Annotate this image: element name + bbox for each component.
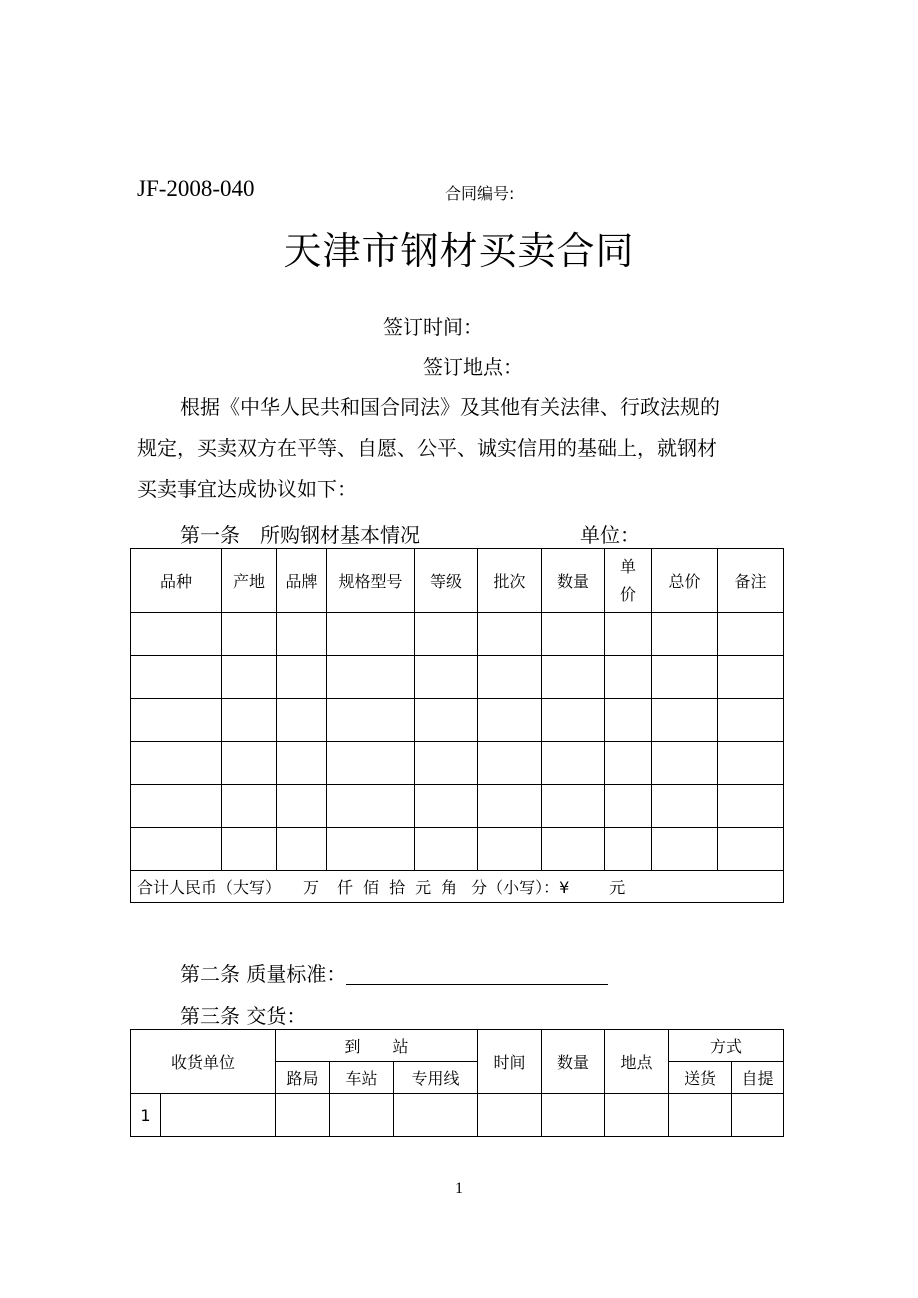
table-cell[interactable] bbox=[131, 785, 222, 828]
table-row bbox=[131, 785, 784, 828]
document-code: JF-2008-040 bbox=[137, 176, 255, 201]
contract-number-label: 合同编号: bbox=[445, 184, 515, 203]
table-cell[interactable] bbox=[131, 613, 222, 656]
destination-header: 到 站 bbox=[276, 1030, 478, 1062]
table-cell[interactable] bbox=[542, 742, 605, 785]
table-cell[interactable] bbox=[669, 1094, 732, 1137]
railway-bureau-header: 路局 bbox=[276, 1062, 330, 1094]
private-line-header: 专用线 bbox=[394, 1062, 478, 1094]
column-header: 批次 bbox=[478, 549, 542, 613]
table-cell[interactable] bbox=[415, 828, 478, 871]
table-cell[interactable] bbox=[131, 742, 222, 785]
table-cell[interactable] bbox=[542, 828, 605, 871]
table-cell[interactable] bbox=[222, 699, 277, 742]
page-number: 1 bbox=[455, 1180, 463, 1197]
total-qian: 仟 bbox=[337, 878, 354, 897]
table-cell[interactable] bbox=[327, 656, 415, 699]
delivery-table bbox=[130, 1029, 784, 1137]
table-cell[interactable] bbox=[652, 656, 718, 699]
table-row bbox=[131, 656, 784, 699]
table-cell[interactable] bbox=[542, 699, 605, 742]
table-row bbox=[131, 742, 784, 785]
table-cell[interactable] bbox=[131, 828, 222, 871]
column-header: 数量 bbox=[542, 549, 605, 613]
table-row bbox=[131, 828, 784, 871]
table-cell[interactable] bbox=[652, 742, 718, 785]
total-row bbox=[131, 871, 784, 903]
table-cell[interactable] bbox=[277, 613, 327, 656]
steel-details-table bbox=[130, 548, 784, 903]
column-header: 规格型号 bbox=[327, 549, 415, 613]
table-row bbox=[131, 1094, 784, 1137]
table-row bbox=[131, 699, 784, 742]
column-header: 备注 bbox=[718, 549, 784, 613]
table-cell[interactable] bbox=[222, 742, 277, 785]
time-header: 时间 bbox=[478, 1030, 542, 1094]
table-cell[interactable] bbox=[277, 828, 327, 871]
table-cell[interactable] bbox=[718, 699, 784, 742]
table-cell[interactable] bbox=[415, 699, 478, 742]
table-cell[interactable] bbox=[605, 1094, 669, 1137]
table-cell[interactable] bbox=[605, 613, 652, 656]
table-cell[interactable] bbox=[478, 699, 542, 742]
article-2-title: 第二条 质量标准： bbox=[180, 962, 347, 986]
table-cell[interactable] bbox=[415, 742, 478, 785]
table-cell[interactable] bbox=[718, 656, 784, 699]
table-cell[interactable] bbox=[327, 699, 415, 742]
article-1-title: 第一条 所购钢材基本情况 bbox=[180, 523, 420, 547]
table-cell[interactable] bbox=[605, 699, 652, 742]
total-bai: 佰 bbox=[363, 878, 380, 897]
table-cell[interactable] bbox=[718, 742, 784, 785]
total-jiao: 角 bbox=[441, 878, 458, 897]
table-cell[interactable] bbox=[327, 828, 415, 871]
preamble-line-2: 规定，买卖双方在平等、自愿、公平、诚实信用的基础上，就钢材 bbox=[137, 436, 717, 460]
table-cell[interactable] bbox=[652, 613, 718, 656]
table-cell[interactable] bbox=[277, 656, 327, 699]
column-header: 总价 bbox=[652, 549, 718, 613]
table-cell[interactable] bbox=[652, 785, 718, 828]
table-cell[interactable] bbox=[478, 613, 542, 656]
table-cell[interactable] bbox=[478, 1094, 542, 1137]
table-cell[interactable] bbox=[605, 742, 652, 785]
table-cell[interactable] bbox=[222, 828, 277, 871]
total-wan: 万 bbox=[303, 878, 320, 897]
table-cell[interactable] bbox=[605, 785, 652, 828]
table-cell[interactable] bbox=[222, 613, 277, 656]
article-3-title: 第三条 交货： bbox=[180, 1004, 307, 1028]
table-cell[interactable] bbox=[718, 613, 784, 656]
table-cell[interactable] bbox=[478, 656, 542, 699]
station-header: 车站 bbox=[330, 1062, 394, 1094]
row-number: 1 bbox=[131, 1094, 161, 1137]
place-header: 地点 bbox=[605, 1030, 669, 1094]
table-header-row bbox=[131, 549, 784, 613]
table-cell[interactable] bbox=[276, 1094, 330, 1137]
table-cell[interactable] bbox=[277, 785, 327, 828]
signing-time-label: 签订时间： bbox=[383, 315, 483, 339]
table-cell[interactable] bbox=[222, 785, 277, 828]
table-cell[interactable] bbox=[478, 785, 542, 828]
column-header: 产地 bbox=[222, 549, 277, 613]
table-cell[interactable] bbox=[327, 613, 415, 656]
delivery-header-row-1 bbox=[131, 1030, 784, 1062]
table-cell[interactable] bbox=[652, 828, 718, 871]
preamble bbox=[137, 387, 789, 510]
table-cell[interactable] bbox=[605, 828, 652, 871]
table-cell[interactable] bbox=[732, 1094, 784, 1137]
table-cell[interactable] bbox=[542, 656, 605, 699]
table-cell[interactable] bbox=[718, 785, 784, 828]
table-cell[interactable] bbox=[277, 742, 327, 785]
total-cell[interactable] bbox=[131, 871, 784, 903]
pickup-method-header: 自提 bbox=[732, 1062, 784, 1094]
delivery-method-header: 送货 bbox=[669, 1062, 732, 1094]
table-cell[interactable] bbox=[161, 1094, 276, 1137]
table-cell[interactable] bbox=[542, 1094, 605, 1137]
table-cell[interactable] bbox=[415, 785, 478, 828]
column-header: 等级 bbox=[415, 549, 478, 613]
total-fen-lowercase: 分（小写）：¥ bbox=[471, 878, 570, 897]
total-yuan-lowercase: 元 bbox=[609, 878, 626, 897]
page-title: 天津市钢材买卖合同 bbox=[283, 229, 635, 273]
table-cell[interactable] bbox=[222, 656, 277, 699]
table-cell[interactable] bbox=[478, 742, 542, 785]
table-cell[interactable] bbox=[327, 742, 415, 785]
total-shi: 拾 bbox=[389, 878, 406, 897]
table-cell[interactable] bbox=[605, 656, 652, 699]
table-cell[interactable] bbox=[415, 613, 478, 656]
table-cell[interactable] bbox=[131, 656, 222, 699]
column-header: 单 价 bbox=[605, 549, 652, 613]
total-yuan: 元 bbox=[415, 878, 432, 897]
quantity-header: 数量 bbox=[542, 1030, 605, 1094]
table-cell[interactable] bbox=[394, 1094, 478, 1137]
total-label: 合计人民币（大写） bbox=[137, 878, 282, 897]
table-cell[interactable] bbox=[718, 828, 784, 871]
method-header: 方式 bbox=[669, 1030, 784, 1062]
preamble-line-3: 买卖事宜达成协议如下： bbox=[137, 477, 357, 501]
preamble-line-1: 根据《中华人民共和国合同法》及其他有关法律、行政法规的 bbox=[180, 395, 720, 419]
table-cell[interactable] bbox=[652, 699, 718, 742]
signing-place-label: 签订地点： bbox=[423, 355, 523, 379]
column-header: 品牌 bbox=[277, 549, 327, 613]
table-cell[interactable] bbox=[542, 785, 605, 828]
table-cell[interactable] bbox=[327, 785, 415, 828]
quality-standard-blank[interactable] bbox=[346, 964, 608, 985]
table-cell[interactable] bbox=[277, 699, 327, 742]
table-row bbox=[131, 613, 784, 656]
unit-label: 单位： bbox=[580, 523, 640, 547]
column-header: 品种 bbox=[131, 549, 222, 613]
table-cell[interactable] bbox=[330, 1094, 394, 1137]
consignee-header: 收货单位 bbox=[131, 1030, 276, 1094]
table-cell[interactable] bbox=[131, 699, 222, 742]
table-cell[interactable] bbox=[478, 828, 542, 871]
table-cell[interactable] bbox=[415, 656, 478, 699]
article-2-quality-standard bbox=[180, 958, 608, 987]
table-cell[interactable] bbox=[542, 613, 605, 656]
